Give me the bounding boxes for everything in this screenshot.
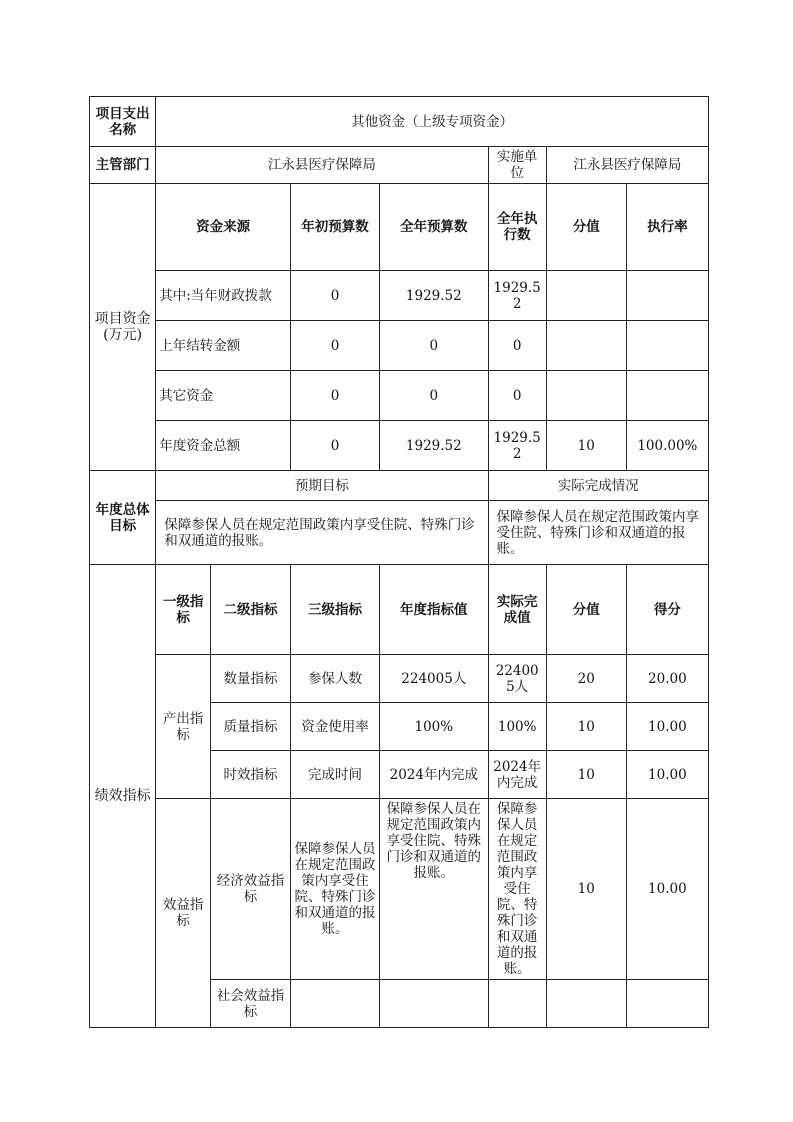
perf-level2: 时效指标	[211, 751, 291, 799]
funds-executed: 1929.52	[488, 271, 546, 321]
funds-rate: 100.00%	[626, 421, 708, 471]
perf-level2: 经济效益指标	[211, 799, 291, 980]
goals-actual-label: 实际完成情况	[488, 471, 708, 501]
perf-level3	[290, 980, 379, 1028]
perf-header-level1: 一级指标	[156, 565, 211, 655]
perf-level3: 资金使用率	[290, 703, 379, 751]
funds-row	[90, 321, 709, 371]
funds-source: 上年结转金额	[156, 321, 291, 371]
perf-score: 20.00	[626, 655, 708, 703]
performance-header-row	[90, 565, 709, 655]
funds-total-row	[90, 421, 709, 471]
perf-target: 100%	[380, 703, 488, 751]
department-label: 主管部门	[90, 147, 156, 184]
perf-score-value: 10	[546, 751, 626, 799]
implementing-unit-value: 江永县医疗保障局	[546, 147, 708, 184]
funds-row	[90, 271, 709, 321]
implementing-unit-label: 实施单位	[488, 147, 546, 184]
perf-level2: 社会效益指标	[211, 980, 291, 1028]
perf-actual: 100%	[488, 703, 546, 751]
funds-header-score-value: 分值	[546, 184, 626, 271]
perf-actual: 2024年内完成	[488, 751, 546, 799]
funds-header-initial: 年初预算数	[290, 184, 379, 271]
perf-header-score-value: 分值	[546, 565, 626, 655]
perf-actual: 保障参保人员在规定范围政策内享受住院、特殊门诊和双通道的报账。	[488, 799, 546, 980]
funds-header-annual: 全年预算数	[380, 184, 488, 271]
performance-evaluation-table	[89, 96, 709, 1028]
goals-expected-label: 预期目标	[156, 471, 488, 501]
funds-section-label: 项目资金(万元)	[90, 184, 156, 471]
perf-target: 224005人	[380, 655, 488, 703]
funds-source: 年度资金总额	[156, 421, 291, 471]
goals-content-row	[90, 501, 709, 565]
funds-annual: 1929.52	[380, 271, 488, 321]
perf-level1: 产出指标	[156, 655, 211, 799]
funds-executed: 1929.52	[488, 421, 546, 471]
perf-level3: 保障参保人员在规定范围政策内享受住院、特殊门诊和双通道的报账。	[290, 799, 379, 980]
funds-executed: 0	[488, 321, 546, 371]
perf-actual: 224005人	[488, 655, 546, 703]
perf-level2: 数量指标	[211, 655, 291, 703]
funds-source: 其它资金	[156, 371, 291, 421]
department-row	[90, 147, 709, 184]
perf-actual	[488, 980, 546, 1028]
project-name-row	[90, 97, 709, 147]
funds-score-value	[546, 271, 626, 321]
perf-header-level2: 二级指标	[211, 565, 291, 655]
perf-target	[380, 980, 488, 1028]
perf-target: 保障参保人员在规定范围政策内享受住院、特殊门诊和双通道的报账。	[380, 799, 488, 980]
funds-score-value: 10	[546, 421, 626, 471]
funds-header-row	[90, 184, 709, 271]
perf-level3: 完成时间	[290, 751, 379, 799]
perf-header-score: 得分	[626, 565, 708, 655]
goals-header-row	[90, 471, 709, 501]
funds-rate	[626, 371, 708, 421]
funds-initial: 0	[290, 271, 379, 321]
perf-level2: 质量指标	[211, 703, 291, 751]
funds-annual: 1929.52	[380, 421, 488, 471]
perf-score-value: 10	[546, 799, 626, 980]
funds-initial: 0	[290, 421, 379, 471]
funds-annual: 0	[380, 321, 488, 371]
funds-initial: 0	[290, 371, 379, 421]
funds-rate	[626, 321, 708, 371]
perf-score	[626, 980, 708, 1028]
funds-source: 其中:当年财政拨款	[156, 271, 291, 321]
funds-header-source: 资金来源	[156, 184, 291, 271]
funds-executed: 0	[488, 371, 546, 421]
perf-score-value: 10	[546, 703, 626, 751]
perf-score-value	[546, 980, 626, 1028]
funds-header-executed: 全年执行数	[488, 184, 546, 271]
funds-header-rate: 执行率	[626, 184, 708, 271]
performance-section-label: 绩效指标	[90, 565, 156, 1028]
perf-score: 10.00	[626, 751, 708, 799]
perf-header-actual: 实际完成值	[488, 565, 546, 655]
project-name-value: 其他资金（上级专项资金）	[156, 97, 709, 147]
department-value: 江永县医疗保障局	[156, 147, 488, 184]
perf-level1: 效益指标	[156, 799, 211, 1028]
funds-initial: 0	[290, 321, 379, 371]
perf-score: 10.00	[626, 799, 708, 980]
perf-header-level3: 三级指标	[290, 565, 379, 655]
perf-score: 10.00	[626, 703, 708, 751]
funds-annual: 0	[380, 371, 488, 421]
goals-expected-text: 保障参保人员在规定范围政策内享受住院、特殊门诊和双通道的报账。	[156, 501, 488, 565]
funds-rate	[626, 271, 708, 321]
perf-row	[90, 799, 709, 980]
perf-row	[90, 655, 709, 703]
funds-score-value	[546, 371, 626, 421]
perf-header-target: 年度指标值	[380, 565, 488, 655]
perf-level3: 参保人数	[290, 655, 379, 703]
funds-row	[90, 371, 709, 421]
goals-section-label: 年度总体目标	[90, 471, 156, 565]
goals-actual-text: 保障参保人员在规定范围政策内享受住院、特殊门诊和双通道的报账。	[488, 501, 708, 565]
perf-score-value: 20	[546, 655, 626, 703]
funds-score-value	[546, 321, 626, 371]
perf-target: 2024年内完成	[380, 751, 488, 799]
project-name-label: 项目支出名称	[90, 97, 156, 147]
